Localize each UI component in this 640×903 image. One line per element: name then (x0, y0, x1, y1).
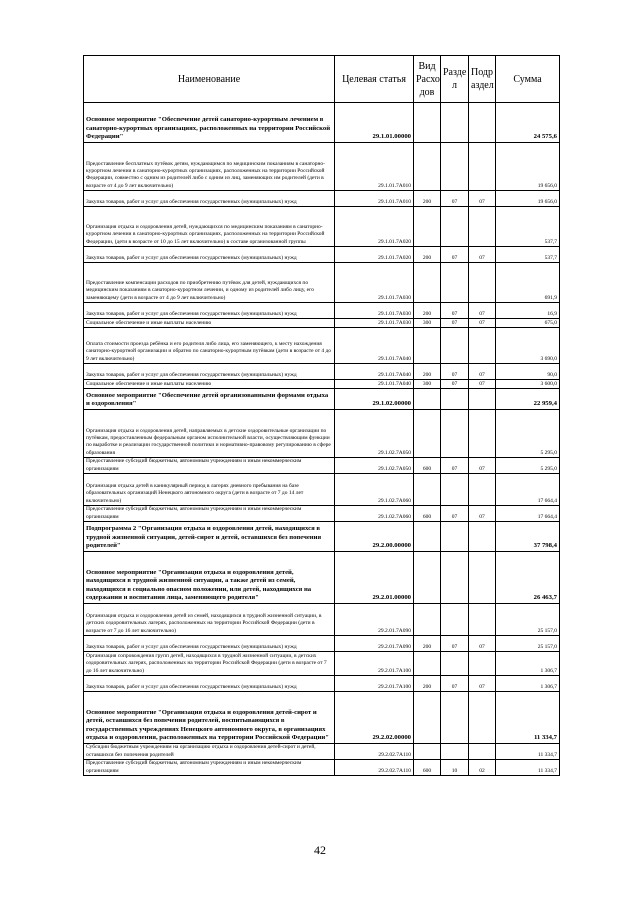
row-razdel (441, 474, 469, 506)
row-code: 29.2.01.7А100 (335, 676, 414, 692)
table-row (84, 263, 560, 303)
row-name: Социальное обеспечение и иные выплаты населению (84, 380, 335, 389)
table-row (84, 319, 560, 328)
row-razdel: 07 (441, 191, 469, 207)
row-sum: 5 295,0 (496, 410, 560, 458)
row-sum: 1 306,7 (496, 676, 560, 692)
row-code: 29.2.02.7А110 (335, 744, 414, 760)
row-podrazdel: 02 (469, 760, 496, 776)
row-name: Предоставление субсидий бюджетным, автономным учреждениям и иным некоммерческим организациям (84, 760, 335, 776)
row-razdel: 07 (441, 458, 469, 474)
row-sum: 5 295,0 (496, 458, 560, 474)
row-vid (414, 389, 441, 410)
table-row (84, 676, 560, 692)
row-name: Организация отдыха и оздоровления детей из семей, находящихся в трудной жизненной ситуации, в детских оздоровительных лагерях, расположенных на территории Российской Федерации (дети в возрасте от 7 до 16 лет включительно) (84, 604, 335, 636)
row-razdel (441, 692, 469, 744)
row-sum: 1 306,7 (496, 652, 560, 676)
row-vid: 600 (414, 760, 441, 776)
row-name: Закупка товаров, работ и услуг для обеспечения государственных (муниципальных) нужд (84, 636, 335, 652)
row-razdel: 10 (441, 760, 469, 776)
row-code: 29.2.02.00000 (335, 692, 414, 744)
header-vid: Вид Расхо дов (414, 56, 441, 103)
table-row (84, 191, 560, 207)
row-name: Организация отдыха и оздоровления детей, направляемых в детские оздоровительные организации по путёвкам, предоставленным федеральным органом исполнительной власти, осуществляющим функции по выработке и реализации государственной политики и нормативно-правовому регулированию в сфере образования (84, 410, 335, 458)
row-razdel: 07 (441, 380, 469, 389)
table-row (84, 506, 560, 522)
row-razdel (441, 389, 469, 410)
row-razdel: 07 (441, 319, 469, 328)
row-razdel (441, 263, 469, 303)
row-sum: 22 959,4 (496, 389, 560, 410)
row-code: 29.1.01.7А030 (335, 303, 414, 319)
row-vid (414, 522, 441, 552)
row-name: Закупка товаров, работ и услуг для обеспечения государственных (муниципальных) нужд (84, 364, 335, 380)
table-row (84, 389, 560, 410)
row-name: Социальное обеспечение и иные выплаты населению (84, 319, 335, 328)
row-name: Предоставление субсидий бюджетным, автономным учреждениям и иным некоммерческим организациям (84, 506, 335, 522)
row-code: 29.1.01.7А040 (335, 380, 414, 389)
header-sum: Сумма (496, 56, 560, 103)
row-sum: 26 463,7 (496, 552, 560, 604)
row-sum: 3 690,0 (496, 328, 560, 364)
table-row (84, 303, 560, 319)
row-code: 29.1.01.7А020 (335, 247, 414, 263)
row-podrazdel (469, 103, 496, 143)
row-podrazdel (469, 328, 496, 364)
row-podrazdel (469, 744, 496, 760)
header-razdel: Разде л (441, 56, 469, 103)
row-name: Организация отдыха детей в каникулярный период в лагерях дневного пребывания на базе образовательных организаций Ненецкого автономного округа (дети в возрасте от 7 до 14 лет включительно) (84, 474, 335, 506)
row-podrazdel: 07 (469, 380, 496, 389)
row-code: 29.1.01.7А010 (335, 143, 414, 191)
row-vid (414, 143, 441, 191)
row-name: Организация отдыха и оздоровления детей, нуждающихся по медицинским показаниям в санаторно-курортном лечении в санаторно-курортных организациях, расположенных на территории Российской Федерации, (дети в возрасте от 10 до 15 лет включительно) в составе организованной группы (84, 207, 335, 247)
table-row (84, 458, 560, 474)
row-podrazdel (469, 692, 496, 744)
budget-table (83, 55, 560, 776)
table-row (84, 103, 560, 143)
row-sum: 17 664,4 (496, 506, 560, 522)
row-sum: 16,9 (496, 303, 560, 319)
table-row (84, 744, 560, 760)
row-sum: 675,0 (496, 319, 560, 328)
row-vid: 300 (414, 380, 441, 389)
row-code: 29.1.01.00000 (335, 103, 414, 143)
row-razdel: 07 (441, 506, 469, 522)
row-razdel: 07 (441, 303, 469, 319)
row-podrazdel: 07 (469, 458, 496, 474)
row-vid: 200 (414, 676, 441, 692)
row-name: Основное мероприятие "Организация отдыха и оздоровления детей-сирот и детей, оставшихся без попечения родителей, воспитывающихся в государственных учреждениях Ненецкого автономного округа, в организациях отдыха и оздоровления, расположенных на территории Российской Федерации" (84, 692, 335, 744)
row-razdel (441, 410, 469, 458)
row-sum: 11 334,7 (496, 692, 560, 744)
row-name: Основное мероприятие "Организация отдыха и оздоровления детей, находящихся в трудной жизненной ситуации, а также детей из семей, находящихся в социально опасном положении, или детей, находящихся на содержании и воспитании лица, заменяющего родителя" (84, 552, 335, 604)
row-name: Закупка товаров, работ и услуг для обеспечения государственных (муниципальных) нужд (84, 247, 335, 263)
row-podrazdel: 07 (469, 319, 496, 328)
row-vid: 200 (414, 636, 441, 652)
row-sum: 17 664,4 (496, 474, 560, 506)
row-name: Основное мероприятие "Обеспечение детей санаторно-курортным лечением в санаторно-курортных организациях, расположенных на территории Российской Федерации" (84, 103, 335, 143)
row-podrazdel (469, 143, 496, 191)
table-row (84, 328, 560, 364)
row-podrazdel: 07 (469, 191, 496, 207)
table-row (84, 247, 560, 263)
row-sum: 11 334,7 (496, 744, 560, 760)
row-podrazdel: 07 (469, 506, 496, 522)
row-razdel (441, 143, 469, 191)
table-row (84, 636, 560, 652)
row-vid (414, 263, 441, 303)
row-vid (414, 552, 441, 604)
header-row (84, 56, 560, 103)
row-code: 29.1.01.7А030 (335, 263, 414, 303)
row-sum: 537,7 (496, 207, 560, 247)
row-podrazdel (469, 263, 496, 303)
row-sum: 19 656,0 (496, 191, 560, 207)
row-razdel: 07 (441, 364, 469, 380)
row-razdel (441, 328, 469, 364)
header-code: Целевая статья (335, 56, 414, 103)
row-name: Подпрограмма 2 "Организация отдыха и оздоровления детей, находящихся в трудной жизненной ситуации, детей-сирот и детей, оставшихся без попечения родителей" (84, 522, 335, 552)
row-podrazdel (469, 652, 496, 676)
row-name: Закупка товаров, работ и услуг для обеспечения государственных (муниципальных) нужд (84, 676, 335, 692)
row-vid (414, 744, 441, 760)
row-sum: 691,9 (496, 263, 560, 303)
table-row (84, 652, 560, 676)
row-vid (414, 692, 441, 744)
row-code: 29.1.01.7А030 (335, 319, 414, 328)
row-code: 29.1.01.7А020 (335, 207, 414, 247)
table-row (84, 552, 560, 604)
row-sum: 3 600,0 (496, 380, 560, 389)
row-podrazdel (469, 207, 496, 247)
row-podrazdel: 07 (469, 247, 496, 263)
row-vid (414, 207, 441, 247)
table-row (84, 760, 560, 776)
row-sum: 37 798,4 (496, 522, 560, 552)
row-podrazdel (469, 410, 496, 458)
row-sum: 24 575,6 (496, 103, 560, 143)
row-podrazdel (469, 604, 496, 636)
row-code: 29.1.02.7А050 (335, 410, 414, 458)
row-razdel (441, 652, 469, 676)
table-row (84, 604, 560, 636)
row-vid (414, 604, 441, 636)
row-razdel: 07 (441, 247, 469, 263)
table-row (84, 364, 560, 380)
row-sum: 537,7 (496, 247, 560, 263)
row-razdel (441, 522, 469, 552)
row-podrazdel (469, 522, 496, 552)
row-vid (414, 103, 441, 143)
row-podrazdel: 07 (469, 303, 496, 319)
row-vid: 300 (414, 319, 441, 328)
row-vid (414, 474, 441, 506)
row-razdel (441, 552, 469, 604)
table-row (84, 143, 560, 191)
row-vid: 600 (414, 506, 441, 522)
row-vid: 200 (414, 364, 441, 380)
row-code: 29.2.01.7А090 (335, 604, 414, 636)
row-code: 29.2.01.7А090 (335, 636, 414, 652)
row-sum: 11 334,7 (496, 760, 560, 776)
row-name: Предоставление бесплатных путёвок детям, нуждающимся по медицинским показаниям в санаторно-курортном лечении в санаторно-курортных организациях, расположенных на территории Российской Федерации, совместно с одним из родителей либо с одним из лиц, заменяющих им родителей (дети в возрасте от 4 до 9 лет включительно) (84, 143, 335, 191)
row-name: Основное мероприятие "Обеспечение детей организованными формами отдыха и оздоровления" (84, 389, 335, 410)
table-row (84, 207, 560, 247)
table-row (84, 692, 560, 744)
row-code: 29.1.02.7А060 (335, 474, 414, 506)
row-name: Оплата стоимости проезда ребёнка и его родителя либо лица, его заменяющего, к месту нахождения санаторно-курортной организации и обратно по санаторно-курортным путёвкам (дети в возрасте от 4 до 9 лет включительно) (84, 328, 335, 364)
row-code: 29.1.01.7А040 (335, 364, 414, 380)
row-code: 29.1.01.7А010 (335, 191, 414, 207)
row-code: 29.2.01.7А100 (335, 652, 414, 676)
row-podrazdel (469, 389, 496, 410)
row-podrazdel: 07 (469, 364, 496, 380)
row-code: 29.1.02.7А050 (335, 458, 414, 474)
table-body (84, 103, 560, 776)
row-razdel (441, 207, 469, 247)
row-code: 29.2.02.7А110 (335, 760, 414, 776)
row-podrazdel: 07 (469, 676, 496, 692)
row-sum: 90,0 (496, 364, 560, 380)
row-code: 29.1.02.7А060 (335, 506, 414, 522)
row-name: Закупка товаров, работ и услуг для обеспечения государственных (муниципальных) нужд (84, 191, 335, 207)
table-row (84, 380, 560, 389)
table-row (84, 474, 560, 506)
row-razdel (441, 744, 469, 760)
row-vid: 200 (414, 247, 441, 263)
row-code: 29.2.01.00000 (335, 552, 414, 604)
row-name: Субсидии бюджетным учреждениям на организацию отдыха и оздоровления детей-сирот и детей, оставшихся без попечения родителей (84, 744, 335, 760)
row-name: Предоставление субсидий бюджетным, автономным учреждениям и иным некоммерческим организациям (84, 458, 335, 474)
header-podrazdel: Подр аздел (469, 56, 496, 103)
row-vid (414, 328, 441, 364)
row-razdel (441, 604, 469, 636)
row-razdel (441, 103, 469, 143)
row-code: 29.1.02.00000 (335, 389, 414, 410)
row-name: Закупка товаров, работ и услуг для обеспечения государственных (муниципальных) нужд (84, 303, 335, 319)
row-vid: 600 (414, 458, 441, 474)
row-sum: 25 157,0 (496, 636, 560, 652)
page-number: 42 (314, 843, 326, 857)
row-podrazdel (469, 552, 496, 604)
header-name: Наименование (84, 56, 335, 103)
row-podrazdel (469, 474, 496, 506)
row-podrazdel: 07 (469, 636, 496, 652)
table-row (84, 522, 560, 552)
row-sum: 19 656,0 (496, 143, 560, 191)
row-sum: 25 157,0 (496, 604, 560, 636)
row-razdel: 07 (441, 676, 469, 692)
table-row (84, 410, 560, 458)
row-vid: 200 (414, 191, 441, 207)
row-code: 29.2.00.00000 (335, 522, 414, 552)
row-code: 29.1.01.7А040 (335, 328, 414, 364)
row-vid (414, 652, 441, 676)
row-name: Предоставление компенсации расходов по приобретению путёвок для детей, нуждающихся по медицинским показаниям в санаторно-курортном лечении, и одному из родителей либо лицу, его заменяющему (дети в возрасте от 4 до 9 лет включительно) (84, 263, 335, 303)
row-name: Организация сопровождения групп детей, находящихся в трудной жизненной ситуации, в детских оздоровительных лагерях, расположенных на территории Российской Федерации (дети в возрасте от 7 до 16 лет включительно) (84, 652, 335, 676)
row-vid: 200 (414, 303, 441, 319)
row-vid (414, 410, 441, 458)
row-razdel: 07 (441, 636, 469, 652)
